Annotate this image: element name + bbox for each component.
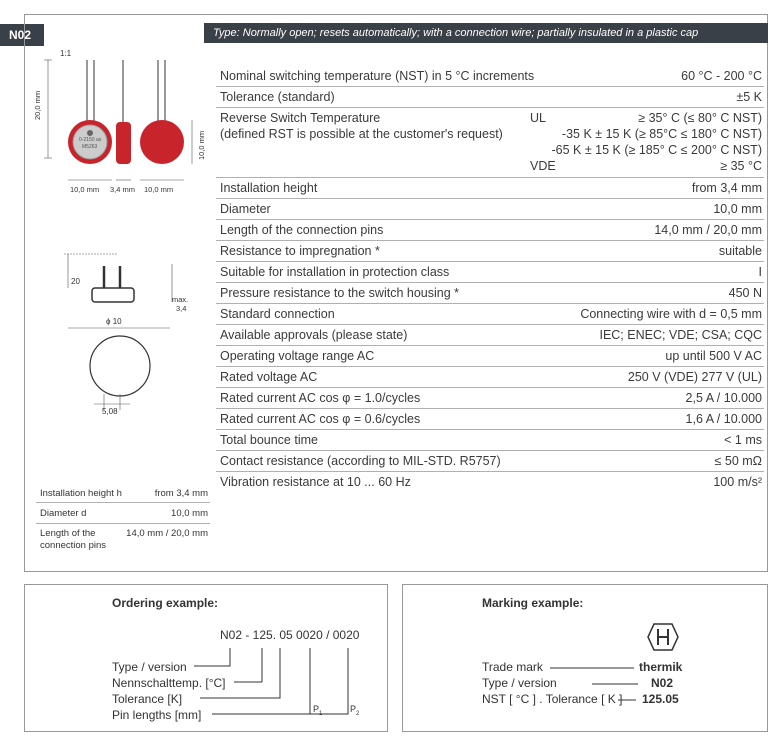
spec-row: Standard connection Connecting wire with d = 0,5 mm [216,304,764,325]
spec-row: Contact resistance (according to MIL-STD. R5757) ≤ 50 mΩ [216,451,764,472]
cap-outline [92,288,134,302]
type-description: Type: Normally open; resets automatically; with a connection wire; partially insulated in a plastic cap [204,23,768,43]
spec-row: Rated current AC cos φ = 0.6/cycles 1,6 A / 10.000 [216,409,764,430]
svg-text:0-2150 as: 0-2150 as [79,137,102,143]
spec-row: Diameter 10,0 mm [216,199,764,220]
marking-value-trademark: thermik [639,660,683,674]
spec-row: Operating voltage range AC up until 500 V AC [216,346,764,367]
ordering-line: Type / version [112,660,187,674]
spec-row: Available approvals (please state) IEC; ENEC; VDE; CSA; CQC [216,325,764,346]
marking-label: NST [ °C ] . Tolerance [ K ] [482,692,623,706]
dim-pitch: 5,08 [102,407,118,416]
marking-leader-lines [548,662,638,706]
spec-row-reverse: Reverse Switch Temperature (defined RST is possible at the customer's request) UL VDE ≥ 35° C (≤ 80° C NST) -35 K ± 15 K (≥ 85°C ≤ 180° C NST) -65 K ± 15 K (≥ 185° C ≤ 200° C NST) ≥ 35 °C [216,108,764,178]
dim-max: max. [172,295,189,304]
spec-row: Nominal switching temperature (NST) in 5 °C increments 60 °C - 200 °C [216,66,764,87]
marking-value-type: N02 [651,676,674,690]
svg-text:2: 2 [356,711,360,717]
spec-row: Length of the connection pins 14,0 mm / 20,0 mm [216,220,764,241]
thermik-logo-icon [646,622,680,652]
marking-label: Trade mark [482,660,543,674]
product-photo [30,48,210,198]
small-table-row: Length of the connection pins 14,0 mm / 20,0 mm [40,528,208,551]
dim-w2: 3,4 mm [110,185,136,194]
dim-side: 10,0 mm [197,130,206,160]
ordering-leader-lines [190,644,360,734]
dim-w3: 10,0 mm [144,185,174,194]
spec-row: Rated current AC cos φ = 1.0/cycles 2,5 A / 10.000 [216,388,764,409]
marking-example-box [402,584,768,732]
spec-row: Rated voltage AC 250 V (VDE) 277 V (UL) [216,367,764,388]
svg-text:1: 1 [319,711,323,717]
svg-text:P: P [313,704,320,714]
small-table-row: Installation height h from 3,4 mm [36,484,210,503]
dim-max-val: 3,4 [176,304,187,313]
spec-row: Total bounce time < 1 ms [216,430,764,451]
technical-drawing [38,244,208,424]
ordering-line: Pin lengths [mm] [112,708,202,722]
marking-title: Marking example: [482,596,584,610]
cap-back [140,120,184,164]
dim-height: 20,0 mm [33,90,42,120]
spec-row: Resistance to impregnation * suitable [216,241,764,262]
product-code-badge: N02 [0,24,44,46]
dim-w1: 10,0 mm [70,185,100,194]
ordering-title: Ordering example: [112,596,219,610]
scale-label: 1:1 [60,49,72,58]
small-table-row: Diameter d 10,0 mm [36,503,210,524]
spec-row: Tolerance (standard) ±5 K [216,87,764,108]
spec-row: Suitable for installation in protection class I [216,262,764,283]
ordering-line: Nennschalttemp. [°C] [112,676,226,690]
cap-side [116,122,131,164]
spec-row: Vibration resistance at 10 ... 60 Hz 100 m/s² [220,475,762,489]
dim-diameter: ϕ 10 [106,317,122,326]
circle-view [90,336,150,396]
svg-text:M5263: M5263 [82,144,98,150]
spec-row: Installation height from 3,4 mm [216,178,764,199]
marking-value-nst: 125.05 [642,692,679,706]
svg-text:P: P [350,704,357,714]
ordering-code: N02 - 125. 05 0020 / 0020 [220,628,360,642]
marking-label: Type / version [482,676,557,690]
ordering-line: Tolerance [K] [112,692,183,706]
spec-row: Pressure resistance to the switch housing * 450 N [216,283,764,304]
dim-20: 20 [71,277,80,286]
